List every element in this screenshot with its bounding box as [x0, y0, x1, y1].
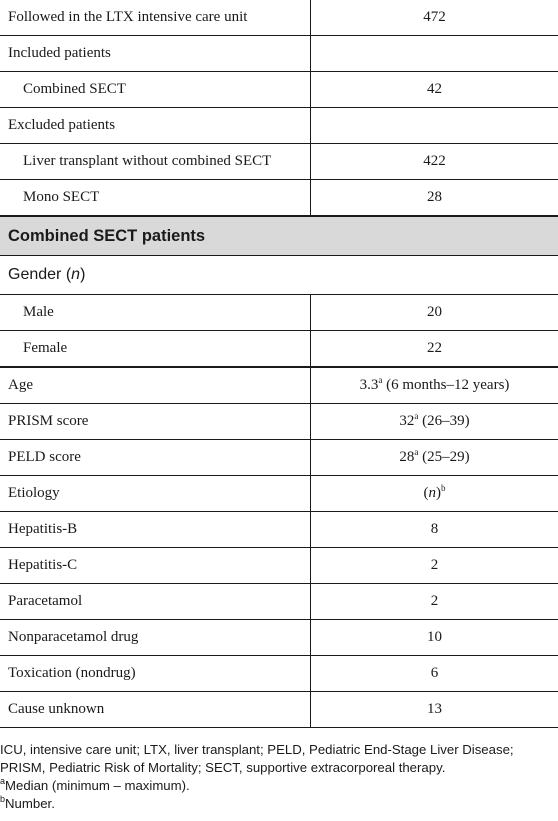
table-row: [0, 144, 558, 180]
row-label: PELD score: [0, 440, 311, 476]
row-value: 13: [311, 692, 558, 728]
row-label: Followed in the LTX intensive care unit: [0, 0, 311, 36]
table-row: [0, 548, 558, 584]
row-value: 22: [311, 331, 558, 368]
row-value: [311, 36, 558, 72]
row-value: 20: [311, 295, 558, 331]
row-label: Liver transplant without combined SECT: [0, 144, 311, 180]
row-value: 472: [311, 0, 558, 36]
table-row: [0, 108, 558, 144]
row-label: Cause unknown: [0, 692, 311, 728]
section-header-row: [0, 216, 558, 256]
peld-value: 28: [399, 449, 415, 465]
table-row: [0, 331, 558, 368]
row-label: Included patients: [0, 36, 311, 72]
table-row: [0, 404, 558, 440]
row-value: [311, 108, 558, 144]
table-row: [0, 584, 558, 620]
peld-sup: a: [414, 447, 419, 457]
table-row: [0, 36, 558, 72]
row-label: Etiology: [0, 476, 311, 512]
row-value: [311, 367, 558, 404]
row-value: 6: [311, 656, 558, 692]
row-value: [311, 440, 558, 476]
table-row: [0, 620, 558, 656]
age-range: (6 months–12 years): [386, 377, 510, 393]
age-value: 3.3: [359, 377, 379, 393]
row-value: 2: [311, 548, 558, 584]
table-row: [0, 692, 558, 728]
gender-heading: Gender (n): [0, 256, 558, 295]
etiology-sup: b: [441, 483, 446, 493]
footnote-b-text: Number.: [5, 796, 55, 811]
gender-n: n: [71, 266, 81, 283]
table-footnotes: [0, 741, 558, 813]
row-label: Mono SECT: [0, 180, 311, 217]
etiology-n: n: [428, 485, 436, 501]
age-sup: a: [378, 375, 383, 385]
row-label: Combined SECT: [0, 72, 311, 108]
footnote-b: [0, 795, 558, 813]
row-value: 2: [311, 584, 558, 620]
row-label: Nonparacetamol drug: [0, 620, 311, 656]
row-label: PRISM score: [0, 404, 311, 440]
footnote-b-mark: b: [0, 794, 6, 804]
row-value: 10: [311, 620, 558, 656]
peld-range: (25–29): [422, 449, 470, 465]
table-row: [0, 367, 558, 404]
footnote-a-text: Median (minimum – maximum).: [5, 778, 190, 793]
row-label: Toxication (nondrug): [0, 656, 311, 692]
table-row: [0, 0, 558, 36]
prism-sup: a: [414, 411, 419, 421]
row-label: Hepatitis-B: [0, 512, 311, 548]
row-label: Paracetamol: [0, 584, 311, 620]
section-title: Combined SECT patients: [0, 216, 558, 256]
table-row: [0, 476, 558, 512]
table-row: [0, 440, 558, 476]
row-label: Age: [0, 367, 311, 404]
gender-header-row: [0, 256, 558, 295]
row-label: Male: [0, 295, 311, 331]
row-value: $(n)^b$: [311, 476, 558, 512]
footnote-a: [0, 777, 558, 795]
table-row: [0, 295, 558, 331]
footnote-a-mark: a: [0, 776, 6, 786]
row-label: Female: [0, 331, 311, 368]
row-value: [311, 404, 558, 440]
row-label: Hepatitis-C: [0, 548, 311, 584]
row-value: 28: [311, 180, 558, 217]
abbreviations-line-1: ICU, intensive care unit; LTX, liver transplant; PELD, Pediatric End-Stage Liver Disease;: [0, 742, 514, 757]
table-row: [0, 512, 558, 548]
row-value: 422: [311, 144, 558, 180]
table-row: [0, 656, 558, 692]
table-row: [0, 180, 558, 217]
table-row: [0, 72, 558, 108]
gender-label: Gender: [8, 266, 62, 283]
row-value: 8: [311, 512, 558, 548]
row-label: Excluded patients: [0, 108, 311, 144]
prism-range: (26–39): [422, 413, 470, 429]
abbreviations-line-2: PRISM, Pediatric Risk of Mortality; SECT, supportive extracorporeal therapy.: [0, 760, 446, 775]
prism-value: 32: [399, 413, 415, 429]
row-value: 42: [311, 72, 558, 108]
